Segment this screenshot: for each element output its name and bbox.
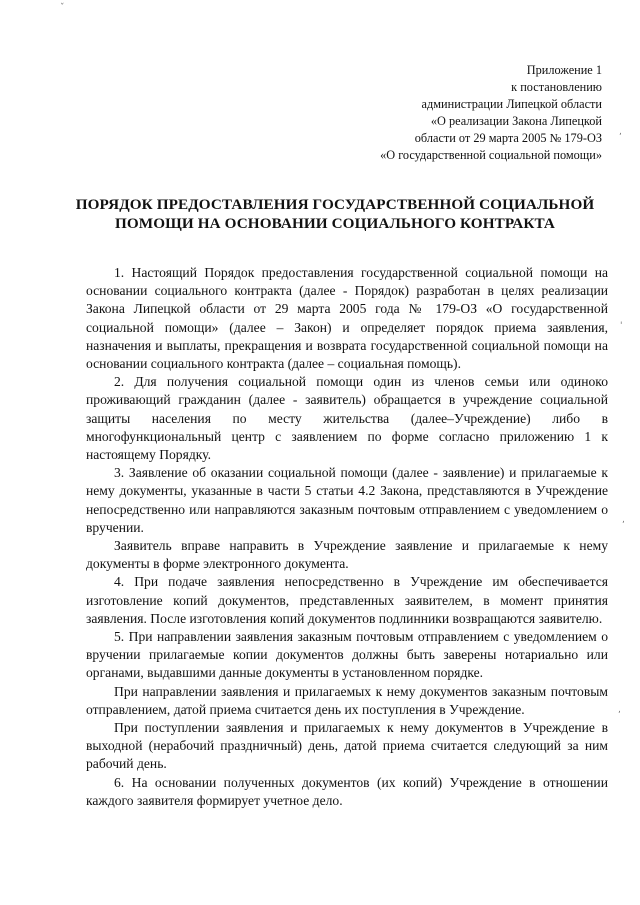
paragraph-2: 2. Для получения социальной помощи один из членов семьи или одиноко проживающий гражданин (далее - заявитель) обращается в учреждение социальной защиты населения по месту жительства (далее–Учреждение) либо в многофункциональный центр с заявлением по форме согласно приложению 1 к настоящему Порядку. bbox=[86, 374, 608, 463]
title-line: ПОМОЩИ НА ОСНОВАНИИ СОЦИАЛЬНОГО КОНТРАКТА bbox=[114, 215, 555, 232]
document-body bbox=[86, 264, 608, 810]
appendix-reference bbox=[272, 62, 602, 164]
paragraph-5-holiday: При поступлении заявления и прилагаемых к нему документов в Учреждение в выходной (нерабочий праздничный) день, датой приема считается следующий за ним рабочий день. bbox=[86, 720, 608, 772]
scan-artifact-mark: , bbox=[618, 705, 621, 715]
appendix-line: Приложение 1 bbox=[526, 63, 602, 77]
paragraph-5-receipt-date: При направлении заявления и прилагаемых к нему документов заказным почтовым отправлением, датой приема считается день их поступления в Учреждение. bbox=[86, 683, 608, 717]
paragraph-5: 5. При направлении заявления заказным почтовым отправлением с уведомлением о вручении прилагаемые копии документов должны быть заверены нотариально или органами, выдавшими данные документы в установленном порядке. bbox=[86, 629, 608, 681]
appendix-line: к постановлению bbox=[511, 80, 602, 94]
scan-artifact-mark: , bbox=[622, 515, 625, 525]
paragraph-3: 3. Заявление об оказании социальной помощи (далее - заявление) и прилагаемые к нему документы, указанные в части 5 статьи 4.2 Закона, представляются в Учреждение непосредственно или направляются заказным почтовым отправлением с уведомлением о вручении. bbox=[86, 465, 608, 535]
scan-artifact-mark: , bbox=[619, 127, 622, 137]
document-title bbox=[50, 195, 620, 233]
appendix-line: области от 29 марта 2005 № 179-ОЗ bbox=[414, 131, 602, 145]
paragraph-4: 4. При подаче заявления непосредственно в Учреждение им обеспечивается изготовление копий документов, представленных заявителем, в момент принятия заявления. После изготовления копий документов подлинники возвращаются заявителю. bbox=[86, 574, 608, 626]
title-line: ПОРЯДОК ПРЕДОСТАВЛЕНИЯ ГОСУДАРСТВЕННОЙ СОЦИАЛЬНОЙ bbox=[75, 196, 595, 213]
scan-artifact-mark: ˇ bbox=[60, 3, 65, 13]
paragraph-1: 1. Настоящий Порядок предоставления государственной социальной помощи на основании социального контракта (далее - Порядок) разработан в целях реализации Закона Липецкой области от 29 марта 2005 года № 179-ОЗ «О государственной социальной помощи» (далее – Закон) и определяет порядок приема заявления, назначения и выплаты, прекращения и возврата государственной социальной помощи на основании социального контракта (далее – социальная помощь). bbox=[86, 265, 608, 372]
appendix-line: «О реализации Закона Липецкой bbox=[430, 114, 602, 128]
scan-artifact-mark: ' bbox=[620, 321, 623, 331]
paragraph-6: 6. На основании полученных документов (их копий) Учреждение в отношении каждого заявителя формирует учетное дело. bbox=[86, 774, 608, 808]
appendix-line: «О государственной социальной помощи» bbox=[380, 148, 602, 162]
paragraph-3-electronic: Заявитель вправе направить в Учреждение заявление и прилагаемые к нему документы в форме электронного документа. bbox=[86, 538, 608, 572]
appendix-line: администрации Липецкой области bbox=[421, 97, 602, 111]
